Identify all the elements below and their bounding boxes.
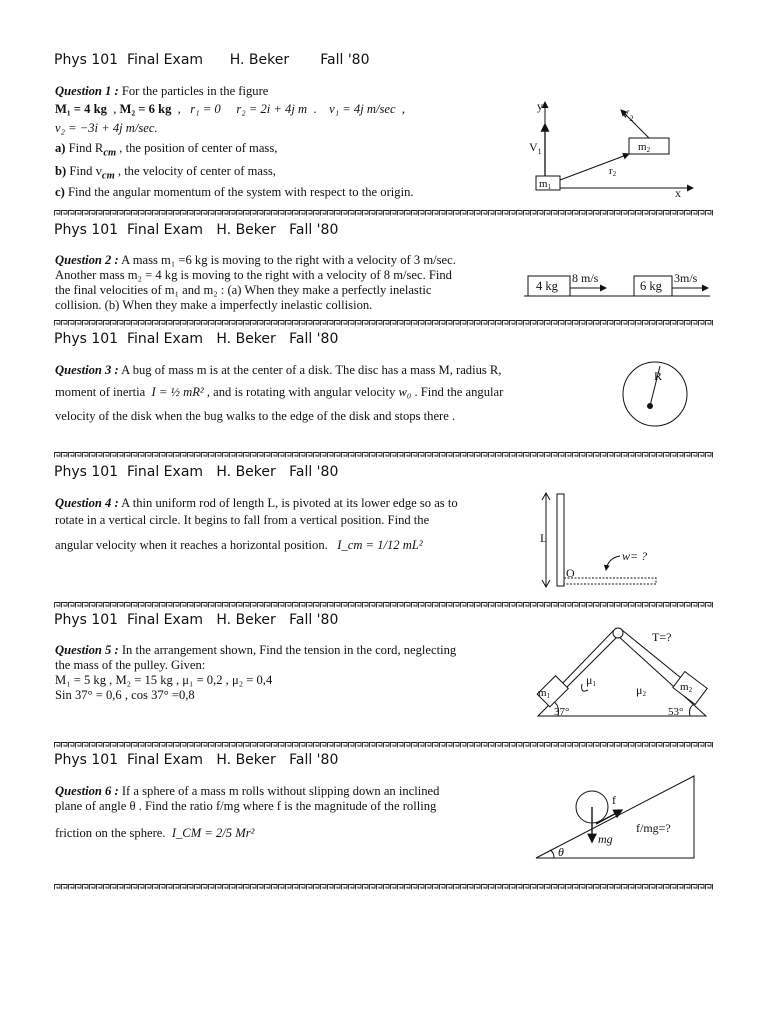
given-values: M₁ = 5 kg , M₂ = 15 kg , μ₁ = 0,2 , μ₂ = 0,4: [55, 673, 273, 687]
subscript: cm: [103, 147, 117, 159]
mass-1-value: M₁ = 4 kg: [55, 102, 107, 116]
bug-dot: [647, 403, 653, 409]
question-text: collision. (b) When they make a imperfectly inelastic collision.: [55, 298, 373, 312]
x-axis-label: x: [675, 186, 681, 200]
tension-label: T=?: [652, 630, 672, 644]
question-text: moment of inertia: [55, 385, 146, 399]
q1-figure: [525, 96, 715, 200]
mu2-label: μ2: [636, 683, 646, 698]
question-2: [55, 253, 515, 313]
exam-header: Phys 101 Final Exam H. Beker Fall '80: [54, 752, 339, 768]
rotation-arrow: [606, 556, 620, 570]
section-divider: [54, 884, 713, 890]
question-text: the mass of the pulley. Given:: [55, 658, 206, 672]
section-divider: [54, 452, 713, 458]
r2-arrow: [560, 154, 629, 180]
part-c-text: Find the angular momentum of the system with respect to the origin.: [67, 185, 414, 200]
question-label: Question 6 :: [55, 784, 119, 798]
question-1: Question 1 : For the particles in the figure M₁ = 4 kg , M₂ = 6 kg , r₁ = 0 r₂ = 2i + 4j m . v₁ = 4j m/sec , v₂ = −3i + 4j m/sec. a) Find $R_{cm}$ , the position of center of mass, b) Find $v_{cm}$ , the velocity of center of mass, c) Find the angular momentum of the system with respect to the origin.: [55, 84, 414, 200]
part-b-text-rest: , the velocity of center of mass,: [117, 163, 276, 178]
mass-2-value: M₂ = 6 kg: [119, 102, 172, 116]
m1-label: m1: [538, 687, 551, 700]
subscript: cm: [101, 170, 115, 182]
y-axis-label: y: [537, 99, 543, 113]
q5-figure: [528, 624, 714, 720]
question-text: In the arrangement shown, Find the tension in the cord, neglecting: [121, 643, 457, 657]
question-3: [55, 363, 595, 424]
question-text: A thin uniform rod of length L, is pivoted at its lower edge so as to: [121, 496, 458, 510]
inertia-equation: I = ½ mR²: [151, 385, 204, 399]
incline-triangle: [538, 636, 706, 716]
question-text: . Find the angular: [414, 385, 504, 399]
question-text: the final velocities of m₁ and m₂ : (a) When they make a perfectly inelastic: [55, 283, 432, 297]
question-4: [55, 496, 520, 553]
question-label: Question 4 :: [55, 496, 119, 510]
question-text: For the particles in the figure: [121, 84, 269, 98]
mass-6kg-label: 6 kg: [640, 279, 662, 293]
theta-label: θ: [558, 845, 564, 859]
question-text: friction on the sphere.: [55, 826, 166, 840]
mass-1-label: m1: [539, 178, 552, 191]
section-divider: [54, 210, 713, 216]
pivot-label: O: [566, 566, 575, 580]
question-text: If a sphere of a mass m rolls without slipping down an inclined: [121, 784, 440, 798]
exam-header: Phys 101 Final Exam H. Beker Fall '80: [54, 331, 339, 347]
velocity-1-value: v₁ = 4j m/sec: [329, 102, 396, 116]
q3-figure: [620, 358, 692, 430]
radius-label: R: [654, 369, 663, 383]
question-label: Question 1 :: [55, 84, 119, 98]
weight-label: mg: [598, 832, 613, 846]
ratio-label: f/mg=?: [636, 821, 671, 835]
question-label: Question 5 :: [55, 643, 119, 657]
exam-header: Phys 101 Final Exam H. Beker Fall '80: [54, 612, 339, 628]
question-text: A mass m₁ =6 kg is moving to the right with a velocity of 3 m/sec.: [121, 253, 456, 267]
question-text: A bug of mass m is at the center of a disk. The disc has a mass M, radius R,: [121, 363, 502, 377]
position-1-value: r₁ = 0: [190, 102, 221, 116]
pulley-circle: [613, 628, 623, 638]
section-divider: [54, 742, 713, 748]
part-b-label: b): [55, 163, 67, 178]
rod-horizontal: [564, 578, 656, 584]
inertia-equation: I_cm = 1/12 mL²: [337, 538, 423, 552]
part-a-text-rest: , the position of center of mass,: [119, 141, 278, 155]
velocity-label: 8 m/s: [572, 271, 599, 285]
mass-2-label: m2: [638, 141, 651, 154]
exam-header: Phys 101 Final Exam H. Beker Fall '80: [54, 52, 370, 68]
part-a-text: Find R: [68, 141, 104, 155]
v1-label: $V_1$: [529, 140, 542, 156]
velocity-label: 3m/s: [674, 271, 698, 285]
exam-header: Phys 101 Final Exam H. Beker Fall '80: [54, 222, 339, 238]
part-b-text: Find v: [69, 163, 102, 178]
mass-4kg-label: 4 kg: [536, 279, 558, 293]
question-label: Question 2 :: [55, 253, 119, 267]
v2-label: $V_2$: [621, 107, 634, 123]
question-6: [55, 784, 525, 841]
r2-label: r2: [609, 165, 617, 178]
question-5: [55, 643, 525, 703]
m2-label: m2: [680, 681, 693, 694]
length-label: L: [540, 531, 548, 545]
part-a-label: a): [55, 141, 66, 155]
q2-figure: [524, 266, 714, 300]
inertia-equation: I_CM = 2/5 Mr²: [171, 826, 255, 840]
angle-53-label: 53°: [668, 706, 684, 718]
question-text: rotate in a vertical circle. It begins to fall from a vertical position. Find the: [55, 513, 430, 527]
velocity-2-value: v₂ = −3i + 4j m/sec.: [55, 121, 158, 135]
question-text: plane of angle θ . Find the ratio f/mg where f is the magnitude of the rolling: [55, 799, 437, 813]
given-values: Sin 37° = 0,6 , cos 37° =0,8: [55, 688, 195, 702]
question-label: Question 3 :: [55, 363, 119, 377]
section-divider: [54, 320, 713, 326]
omega-label: w= ?: [622, 549, 648, 563]
omega-symbol: w₀: [398, 385, 412, 399]
question-text: angular velocity when it reaches a horizontal position.: [55, 538, 328, 552]
question-text: , and is rotating with angular velocity: [206, 385, 396, 399]
mu1-label: μ1: [586, 673, 596, 688]
exam-header: Phys 101 Final Exam H. Beker Fall '80: [54, 464, 339, 480]
angle-37-label: 37°: [554, 706, 570, 718]
part-c-label: c): [55, 185, 65, 200]
section-divider: [54, 602, 713, 608]
position-2-value: r₂ = 2i + 4j m: [236, 102, 308, 116]
rod-vertical: [557, 494, 564, 586]
friction-label: f: [612, 793, 616, 807]
q4-figure: [530, 490, 665, 590]
question-text: velocity of the disk when the bug walks to the edge of the disk and stops there .: [55, 409, 456, 423]
question-text: Another mass m₂ = 4 kg is moving to the right with a velocity of 8 m/sec. Find: [55, 268, 452, 282]
q6-figure: [530, 770, 702, 862]
